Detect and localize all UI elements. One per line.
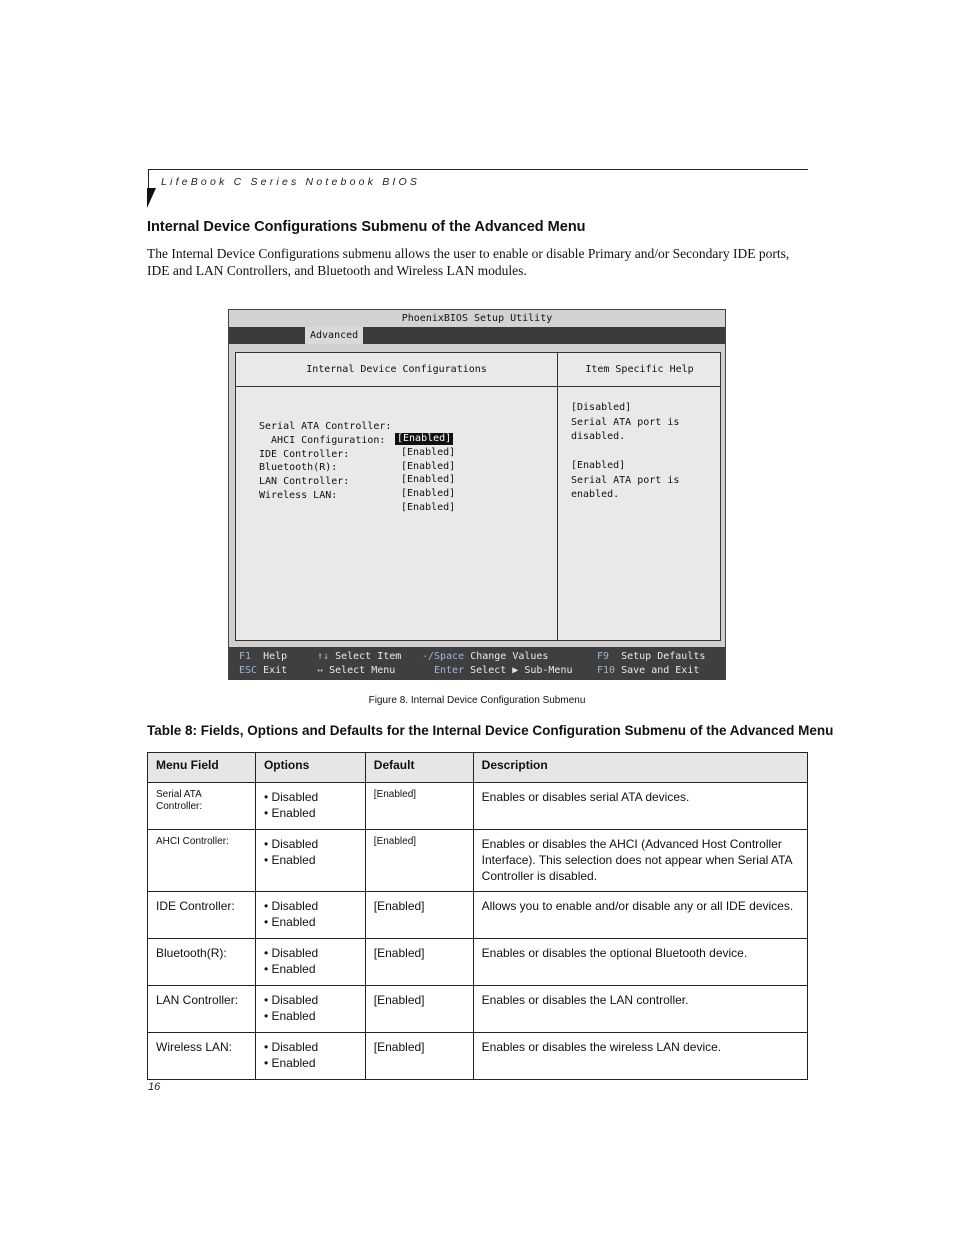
- bios-footer: [229, 647, 725, 680]
- bios-item-value[interactable]: [Enabled]: [401, 502, 456, 513]
- f9-key: F9: [597, 651, 610, 662]
- table-row: [148, 783, 808, 830]
- footer-f9[interactable]: [597, 650, 705, 664]
- section-title: Internal Device Configurations Submenu of the Advanced Menu: [147, 219, 586, 235]
- footer-esc[interactable]: [239, 664, 287, 678]
- f10-key: F10: [597, 665, 616, 676]
- bios-item-value[interactable]: [Enabled]: [401, 488, 456, 499]
- option-enabled: • Enabled: [263, 962, 316, 976]
- esc-key: ESC: [239, 665, 258, 676]
- table-row: [148, 939, 808, 986]
- row-description: Enables or disables the optional Bluetooth device.: [473, 939, 807, 986]
- bios-header-divider: [236, 386, 720, 387]
- bios-body: [229, 344, 725, 647]
- enter-key: Enter: [434, 665, 465, 676]
- bios-title: PhoenixBIOS Setup Utility: [229, 310, 725, 327]
- header-rule: [148, 169, 808, 170]
- bios-right-title: Item Specific Help: [585, 364, 694, 375]
- leftright-arrows-icon: ↔: [317, 665, 324, 676]
- bios-item-label: AHCI Configuration:: [259, 435, 386, 446]
- row-default: [Enabled]: [365, 939, 473, 986]
- f9-label: Setup Defaults: [621, 651, 706, 662]
- row-default: [Enabled]: [365, 830, 473, 892]
- option-disabled: • Disabled: [263, 790, 319, 804]
- header-vertical-rule: [148, 169, 149, 189]
- row-field: AHCI Controller:: [148, 830, 256, 892]
- row-options: [255, 892, 365, 939]
- bios-item-label: Wireless LAN:: [259, 490, 338, 501]
- option-disabled: • Disabled: [263, 946, 319, 960]
- row-options: [255, 986, 365, 1033]
- option-disabled: • Disabled: [263, 837, 319, 851]
- row-options: [255, 783, 365, 830]
- row-description: Enables or disables serial ATA devices.: [473, 783, 807, 830]
- esc-label: Exit: [263, 665, 288, 676]
- footer-change-values[interactable]: [422, 650, 548, 664]
- row-description: Enables or disables the wireless LAN device.: [473, 1033, 807, 1080]
- f10-label: Save and Exit: [621, 665, 700, 676]
- table-row: [148, 1033, 808, 1080]
- row-field: Wireless LAN:: [148, 1033, 256, 1080]
- row-description: Allows you to enable and/or disable any or all IDE devices.: [473, 892, 807, 939]
- figure-caption-text: Figure 8. Internal Device Configuration Submenu: [368, 695, 586, 706]
- bios-screen: [228, 309, 726, 680]
- bios-item-label: IDE Controller:: [259, 449, 350, 460]
- tab-advanced[interactable]: Advanced: [305, 327, 363, 344]
- row-field: Bluetooth(R):: [148, 939, 256, 986]
- row-description: Enables or disables the AHCI (Advanced Host Controller Interface). This selection does not appear when Serial ATA Controller is disabled.: [473, 830, 807, 892]
- header-description: Description: [473, 753, 807, 783]
- bios-item-value[interactable]: [Enabled]: [397, 433, 452, 444]
- bios-left-title: Internal Device Configurations: [306, 364, 487, 375]
- select-menu-label: Select Menu: [329, 665, 396, 676]
- figure-caption: [0, 695, 954, 706]
- page-number: 16: [148, 1081, 161, 1093]
- change-values-label: Change Values: [470, 651, 549, 662]
- footer-select-item[interactable]: [317, 650, 401, 664]
- f1-label: Help: [263, 651, 288, 662]
- option-disabled: • Disabled: [263, 899, 319, 913]
- bios-item-value[interactable]: [Enabled]: [401, 461, 456, 472]
- f1-key: F1: [239, 651, 252, 662]
- bios-item-label: Bluetooth(R):: [259, 462, 338, 473]
- option-enabled: • Enabled: [263, 806, 316, 820]
- table-title: Table 8: Fields, Options and Defaults for the Internal Device Configuration Submenu of the Advanced Menu: [147, 723, 834, 738]
- header-options: Options: [255, 753, 365, 783]
- footer-f1[interactable]: [239, 650, 287, 664]
- updown-arrows-icon: ↑↓: [317, 651, 330, 662]
- intro-paragraph: The Internal Device Configurations submenu allows the user to enable or disable Primary and/or Secondary IDE ports, IDE and LAN Controllers, and Bluetooth and Wireless LAN modules.: [147, 246, 790, 278]
- footer-f10[interactable]: [597, 664, 699, 678]
- bios-help-text: [Disabled] Serial ATA port is disabled. [Enabled] Serial ATA port is enabled.: [571, 402, 680, 500]
- running-head: LifeBook C Series Notebook BIOS: [161, 176, 421, 188]
- header-menu-field: Menu Field: [148, 753, 256, 783]
- option-enabled: • Enabled: [263, 915, 316, 929]
- row-default: [Enabled]: [365, 892, 473, 939]
- row-field: Serial ATA Controller:: [148, 783, 256, 830]
- footer-enter[interactable]: [434, 664, 573, 678]
- row-default: [Enabled]: [365, 783, 473, 830]
- enter-label: Select ▶ Sub-Menu: [470, 665, 573, 676]
- space-key: -/Space: [422, 651, 465, 662]
- option-disabled: • Disabled: [263, 993, 319, 1007]
- header-default: Default: [365, 753, 473, 783]
- option-enabled: • Enabled: [263, 853, 316, 867]
- row-options: [255, 939, 365, 986]
- row-field: IDE Controller:: [148, 892, 256, 939]
- options-table: [147, 752, 808, 1080]
- bios-panel: [235, 352, 721, 641]
- option-disabled: • Disabled: [263, 1040, 319, 1054]
- select-item-label: Select Item: [335, 651, 402, 662]
- bios-item-value[interactable]: [Enabled]: [401, 447, 456, 458]
- table-row: [148, 830, 808, 892]
- option-enabled: • Enabled: [263, 1009, 316, 1023]
- row-default: [Enabled]: [365, 986, 473, 1033]
- bios-item-value[interactable]: [Enabled]: [401, 474, 456, 485]
- row-options: [255, 1033, 365, 1080]
- table-row: [148, 986, 808, 1033]
- header-corner-mark: [147, 188, 156, 208]
- row-options: [255, 830, 365, 892]
- row-description: Enables or disables the LAN controller.: [473, 986, 807, 1033]
- row-field: LAN Controller:: [148, 986, 256, 1033]
- option-enabled: • Enabled: [263, 1056, 316, 1070]
- row-default: [Enabled]: [365, 1033, 473, 1080]
- table-header-row: [148, 753, 808, 783]
- bios-panel-divider: [557, 353, 558, 640]
- table-row: [148, 892, 808, 939]
- bios-item-label: LAN Controller:: [259, 476, 350, 487]
- footer-select-menu[interactable]: [317, 664, 395, 678]
- bios-item-label: Serial ATA Controller:: [259, 421, 392, 432]
- bios-menubar: [229, 327, 725, 344]
